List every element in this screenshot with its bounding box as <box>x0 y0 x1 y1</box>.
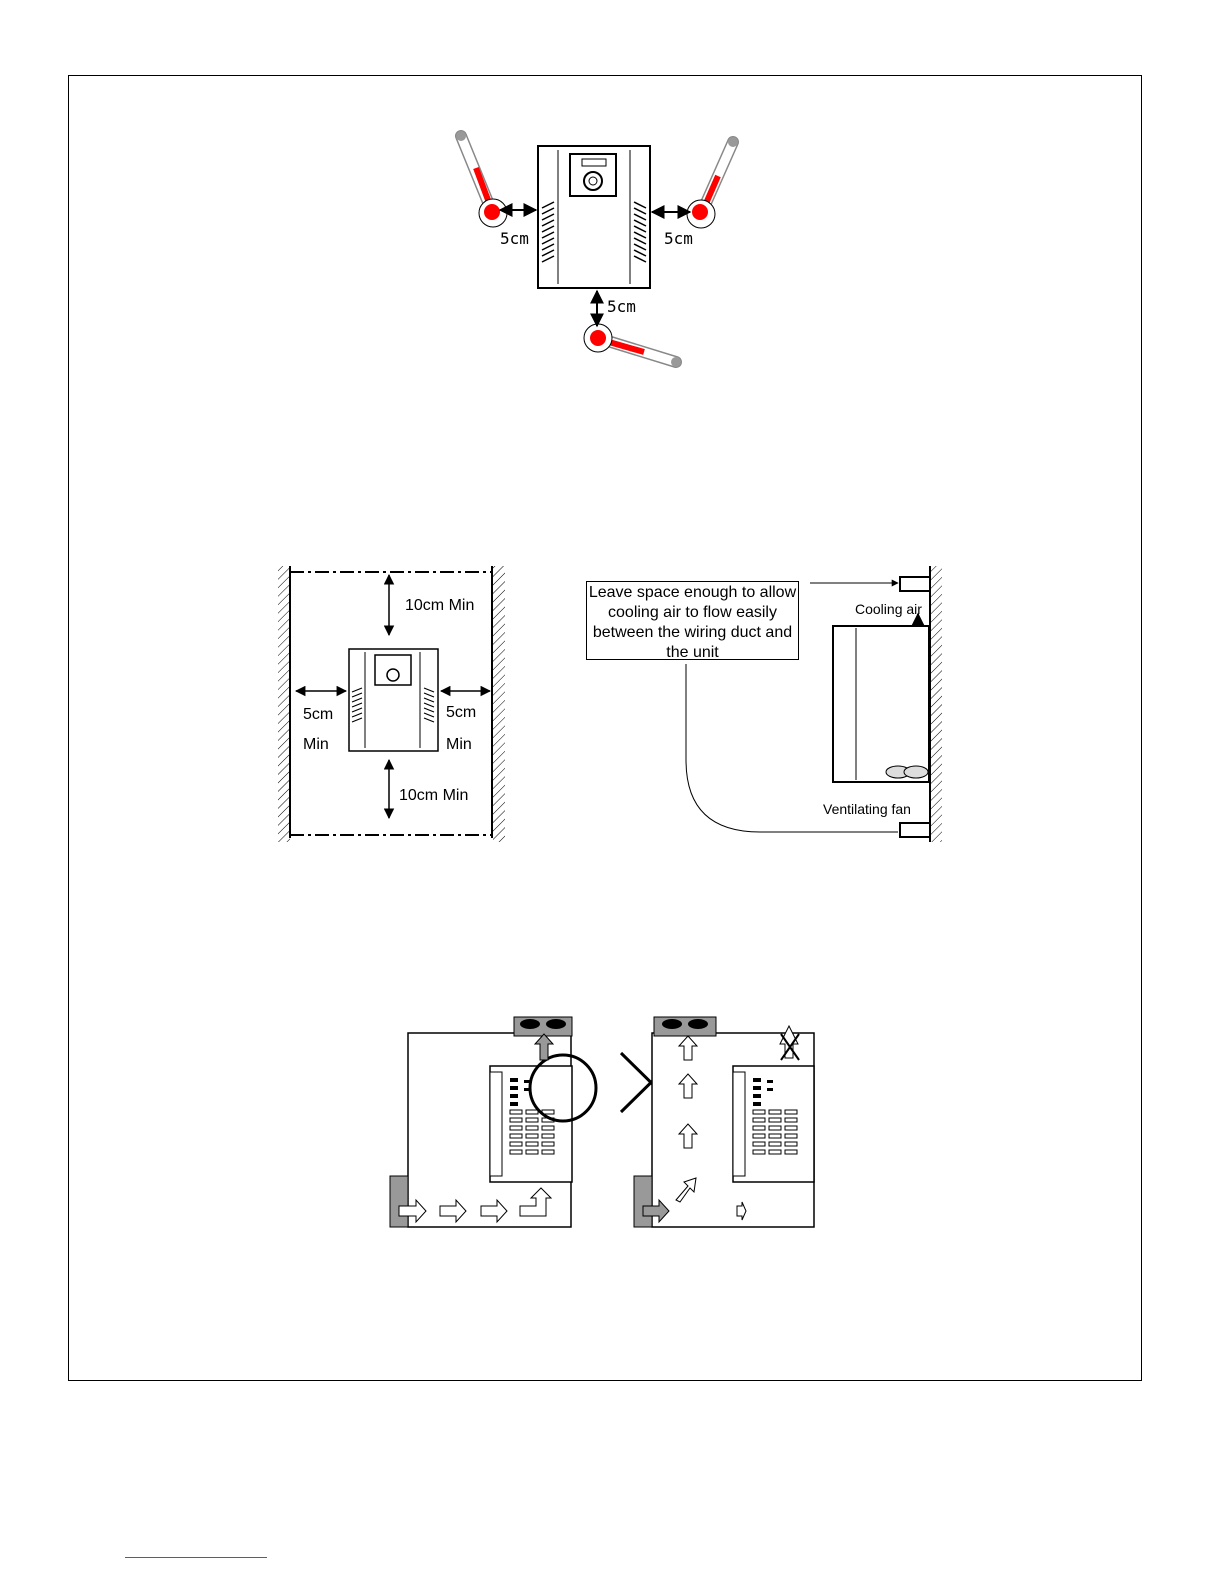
fig1-right-distance-label: 5cm <box>664 229 693 248</box>
fig2-right-clearance-min: Min <box>446 736 472 753</box>
fig3-ventilating-fan-label: Ventilating fan <box>823 801 911 817</box>
fig3-cooling-air-label: Cooling air <box>855 601 922 617</box>
thermometer-left <box>456 131 507 227</box>
fig2-left-clearance-label: 5cm <box>303 706 334 723</box>
fig2-bottom-clearance-label: 10cm Min <box>399 787 469 804</box>
fig2-left-clearance-min: Min <box>303 736 329 753</box>
fig2-right-clearance-label: 5cm <box>446 704 477 721</box>
footer-link-underline[interactable] <box>125 1557 267 1558</box>
thermometer-bottom <box>584 324 681 367</box>
fig1-bottom-distance-label: 5cm <box>607 297 636 316</box>
inverter-unit-top <box>538 146 650 288</box>
fig3-note-box: Leave space enough to allow cooling air to flow easily between the wiring duct and the unit <box>586 581 799 660</box>
figure1-clearance-thermometers <box>456 131 738 367</box>
figure4-incorrect-airflow <box>634 1017 814 1227</box>
inverter-unit-small <box>349 649 438 751</box>
figure4-correct-airflow <box>390 1017 596 1227</box>
fig2-top-clearance-label: 10cm Min <box>405 597 475 614</box>
inverter-side-view <box>833 626 929 782</box>
fig1-left-distance-label: 5cm <box>500 229 529 248</box>
thermometer-right <box>687 137 738 228</box>
